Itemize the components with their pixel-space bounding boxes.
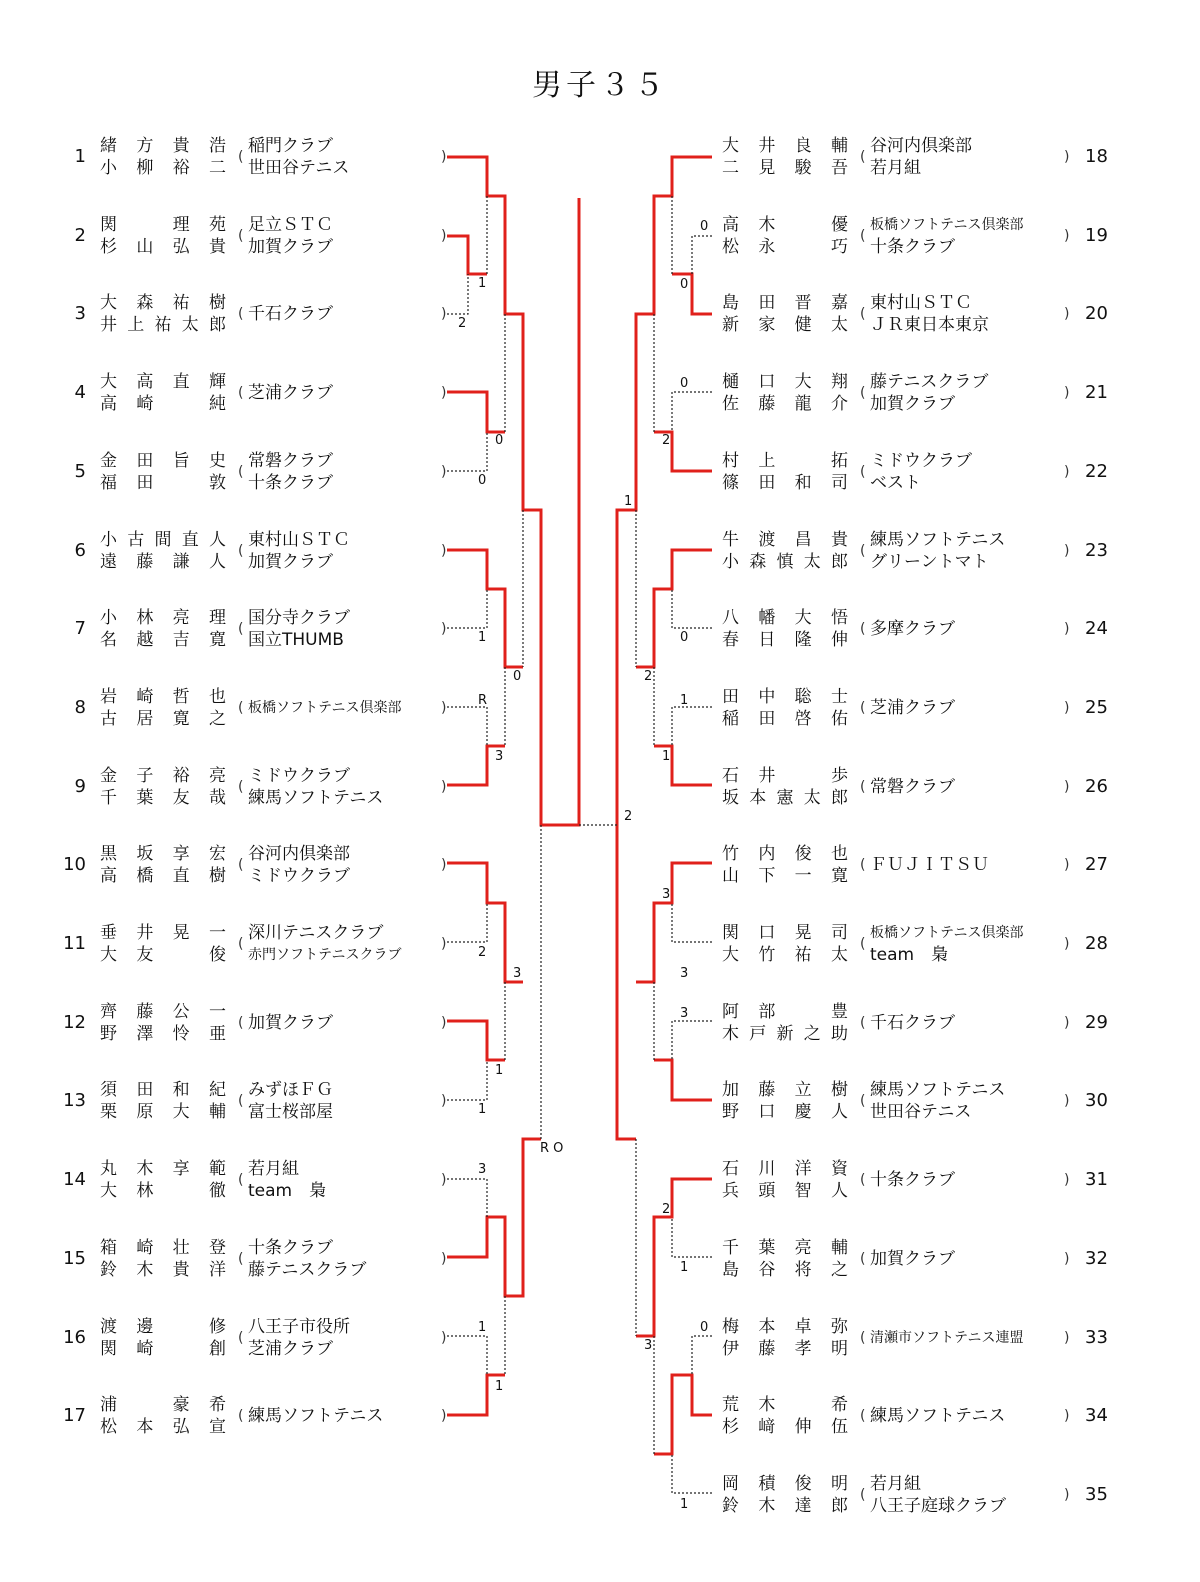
player-name: 大友 俊: [100, 945, 226, 965]
player-name: 樋口大翔: [722, 372, 848, 393]
club-name: 谷河内倶楽部: [248, 844, 350, 865]
player-name: 荒木 希: [722, 1395, 848, 1416]
paren-open: (: [238, 306, 244, 323]
club-name: 世田谷テニス: [248, 158, 350, 178]
score-label: 1: [495, 1379, 504, 1394]
score-label: 3: [680, 1006, 689, 1021]
page-title: 男子３５: [532, 68, 668, 103]
score-label: 2: [624, 809, 633, 824]
player-name: 小森慎太郎: [722, 551, 848, 572]
club-name: 板橋ソフトテニス倶楽部: [248, 699, 402, 716]
score-label: 0: [495, 433, 504, 448]
club-name: 赤門ソフトテニスクラブ: [248, 947, 402, 963]
player-name: 井上祐太郎: [100, 315, 226, 336]
paren-close: ): [1064, 1250, 1070, 1267]
paren-close: ): [1064, 463, 1070, 480]
score-label: 3: [680, 966, 689, 981]
paren-close: ): [441, 1250, 447, 1267]
score-label: 3: [513, 966, 522, 981]
club-name: 加賀クラブ: [248, 1012, 333, 1033]
player-name: 山下一寛: [722, 866, 848, 887]
paren-close: ): [441, 1329, 447, 1346]
club-name: 東村山ＳＴＣ: [870, 293, 972, 314]
player-name: 岩崎哲也: [100, 686, 226, 707]
seed-number: 16: [63, 1326, 86, 1348]
paren-open: (: [238, 1093, 244, 1110]
score-label: 0: [680, 277, 689, 292]
paren-open: (: [238, 1250, 244, 1267]
seed-number: 26: [1085, 775, 1108, 797]
seed-number: 19: [1085, 224, 1108, 246]
score-label: 2: [644, 669, 653, 684]
club-name: 深川テニスクラブ: [248, 923, 384, 943]
right-entry: [0, 1465, 1200, 1525]
club-name: 加賀クラブ: [870, 1248, 955, 1269]
paren-close: ): [441, 1172, 447, 1189]
seed-number: 31: [1085, 1169, 1108, 1191]
paren-close: ): [1064, 1408, 1070, 1425]
player-name: 田中聡士: [722, 686, 848, 707]
club-name: みずほＦＧ: [248, 1080, 333, 1101]
club-name: ＦＵＪＩＴＳＵ: [870, 855, 989, 876]
player-name: 福田 敦: [100, 472, 226, 493]
seed-number: 29: [1085, 1011, 1108, 1033]
score-label: R O: [540, 1141, 564, 1156]
club-name: ミドウクラブ: [248, 765, 350, 786]
score-label: 0: [680, 376, 689, 391]
player-name: 高橋直樹: [100, 866, 226, 887]
player-name: 石川洋資: [722, 1159, 848, 1180]
player-name: 小柳裕二: [100, 158, 226, 178]
paren-close: ): [1064, 542, 1070, 559]
score-label: 3: [495, 749, 504, 764]
score-label: 1: [624, 494, 633, 509]
player-name: 野口慶人: [722, 1102, 848, 1123]
player-name: 齊藤公一: [100, 1001, 226, 1022]
player-name: 大森祐樹: [100, 293, 226, 314]
player-name: 梅本卓弥: [722, 1316, 848, 1337]
seed-number: 18: [1085, 146, 1108, 167]
score-label: 1: [478, 1320, 487, 1335]
seed-number: 35: [1085, 1483, 1108, 1505]
paren-open: (: [860, 1014, 866, 1031]
player-name: 箱崎壮登: [100, 1237, 226, 1258]
club-name: 国分寺クラブ: [248, 608, 350, 629]
player-name: 佐藤龍介: [722, 394, 848, 415]
club-name: team 梟: [870, 945, 949, 965]
paren-open: (: [860, 463, 866, 480]
paren-open: (: [860, 621, 866, 638]
club-name: 足立ＳＴＣ: [248, 214, 333, 235]
score-label: 0: [680, 630, 689, 645]
player-name: 兵頭智人: [722, 1181, 848, 1202]
club-name: 八王子市役所: [248, 1316, 350, 1337]
right-entry: [0, 914, 1200, 974]
club-name: 富士桜部屋: [248, 1102, 333, 1123]
player-name: 二見駿吾: [722, 158, 848, 178]
club-name: team 梟: [248, 1181, 327, 1202]
score-label: 2: [458, 316, 467, 331]
player-name: 大竹祐太: [722, 945, 848, 965]
paren-open: (: [238, 149, 244, 165]
player-name: 小古間直人: [100, 529, 226, 550]
seed-number: 14: [63, 1169, 86, 1191]
player-name: 黒坂享宏: [100, 844, 226, 865]
player-name: 関 理苑: [100, 214, 226, 235]
score-label: 1: [478, 630, 487, 645]
club-name: 練馬ソフトテニス: [248, 787, 384, 808]
player-name: 高木 優: [722, 214, 848, 235]
player-name: 小林亮理: [100, 608, 226, 629]
player-name: 金子裕亮: [100, 765, 226, 786]
score-label: 0: [513, 669, 522, 684]
paren-close: ): [1064, 1172, 1070, 1189]
paren-open: (: [860, 1408, 866, 1425]
score-label: 2: [662, 1202, 671, 1217]
club-name: 練馬ソフトテニス: [870, 529, 1006, 550]
club-name: 千石クラブ: [870, 1012, 955, 1033]
seed-number: 3: [74, 303, 86, 325]
paren-close: ): [441, 857, 447, 874]
paren-close: ): [441, 1093, 447, 1110]
player-name: 大井良輔: [722, 136, 848, 156]
player-name: 須田和紀: [100, 1080, 226, 1101]
player-name: 関崎 創: [100, 1338, 226, 1359]
club-name: 常磐クラブ: [870, 776, 955, 797]
player-name: 千葉友哉: [100, 787, 226, 808]
paren-open: (: [860, 542, 866, 559]
paren-open: (: [860, 1250, 866, 1267]
paren-close: ): [441, 1014, 447, 1031]
paren-close: ): [441, 778, 447, 795]
club-name: 芝浦クラブ: [870, 697, 955, 718]
player-name: 野澤怜亜: [100, 1023, 226, 1044]
player-name: 鈴木貴洋: [100, 1259, 226, 1280]
paren-open: (: [860, 1329, 866, 1346]
seed-number: 7: [74, 618, 86, 640]
paren-open: (: [238, 1408, 244, 1425]
club-name: 板橋ソフトテニス倶楽部: [870, 216, 1024, 233]
paren-open: (: [238, 1014, 244, 1031]
player-name: 栗原大輔: [100, 1102, 226, 1123]
paren-open: (: [238, 227, 244, 244]
paren-open: (: [860, 936, 866, 952]
score-label: 1: [680, 693, 689, 708]
club-name: 清瀬市ソフトテニス連盟: [870, 1329, 1024, 1346]
player-name: 浦 豪希: [100, 1395, 226, 1416]
club-name: 藤テニスクラブ: [870, 372, 989, 393]
right-entry: [0, 127, 1200, 187]
club-name: ミドウクラブ: [248, 866, 350, 887]
paren-open: (: [860, 778, 866, 795]
paren-open: (: [238, 463, 244, 480]
player-name: 村上 拓: [722, 450, 848, 471]
paren-close: ): [1064, 857, 1070, 874]
right-entry: [0, 521, 1200, 581]
paren-open: (: [238, 857, 244, 874]
right-entry: [0, 206, 1200, 266]
paren-open: (: [238, 1329, 244, 1346]
right-entry: [0, 835, 1200, 895]
player-name: 島谷将之: [722, 1259, 848, 1280]
club-name: 芝浦クラブ: [248, 1338, 333, 1359]
paren-open: (: [860, 857, 866, 874]
seed-number: 9: [74, 775, 86, 797]
club-name: 若月組: [248, 1159, 299, 1180]
player-name: 緒方貴浩: [100, 136, 226, 156]
paren-close: ): [1064, 227, 1070, 244]
right-entry: [0, 1150, 1200, 1210]
paren-close: ): [1064, 1486, 1070, 1503]
player-name: 伊藤孝明: [722, 1338, 848, 1359]
club-name: 東村山ＳＴＣ: [248, 529, 350, 550]
player-name: 関口晃司: [722, 923, 848, 943]
paren-open: (: [238, 699, 244, 716]
club-name: グリーントマト: [870, 551, 989, 572]
paren-open: (: [238, 385, 244, 402]
right-entry: [0, 363, 1200, 423]
player-name: 島田晋嘉: [722, 293, 848, 314]
paren-close: ): [441, 936, 447, 952]
seed-number: 21: [1085, 382, 1108, 404]
paren-open: (: [238, 1172, 244, 1189]
club-name: 十条クラブ: [248, 472, 333, 493]
player-name: 石井 歩: [722, 765, 848, 786]
paren-close: ): [1064, 306, 1070, 323]
right-entry: [0, 993, 1200, 1053]
player-name: 新家健太: [722, 315, 848, 336]
right-entry: [0, 1071, 1200, 1131]
club-name: ミドウクラブ: [870, 450, 972, 471]
club-name: 世田谷テニス: [870, 1102, 972, 1123]
paren-open: (: [860, 385, 866, 402]
club-name: 稲門クラブ: [248, 136, 333, 156]
club-name: 練馬ソフトテニス: [248, 1406, 384, 1427]
club-name: 若月組: [870, 1473, 921, 1494]
player-name: 大林 徹: [100, 1181, 226, 1202]
player-name: 八幡大悟: [722, 608, 848, 629]
right-entry: [0, 599, 1200, 659]
seed-number: 23: [1085, 539, 1108, 561]
player-name: 杉﨑伸伍: [722, 1417, 848, 1438]
player-name: 岡積俊明: [722, 1473, 848, 1494]
club-name: 練馬ソフトテニス: [870, 1406, 1006, 1427]
seed-number: 17: [63, 1405, 86, 1427]
score-label: 1: [662, 749, 671, 764]
player-name: 古居寛之: [100, 708, 226, 729]
club-name: 芝浦クラブ: [248, 383, 333, 404]
club-name: 国立THUMB: [248, 630, 344, 651]
seed-number: 13: [63, 1090, 86, 1112]
score-label: 3: [662, 887, 671, 902]
score-label: 3: [644, 1338, 653, 1353]
score-label: R: [478, 693, 488, 708]
paren-open: (: [238, 542, 244, 559]
score-label: 0: [700, 219, 709, 234]
seed-number: 15: [63, 1247, 86, 1269]
player-name: 杉山弘貴: [100, 236, 226, 257]
score-label: 2: [662, 433, 671, 448]
seed-number: 1: [74, 146, 86, 167]
right-entry: [0, 1308, 1200, 1368]
seed-number: 24: [1085, 618, 1108, 640]
club-name: 多摩クラブ: [870, 619, 955, 640]
score-label: 1: [495, 1063, 504, 1078]
player-name: 高崎 純: [100, 394, 226, 415]
seed-number: 5: [74, 460, 86, 482]
seed-number: 6: [74, 539, 86, 561]
player-name: 篠田和司: [722, 472, 848, 493]
paren-close: ): [1064, 699, 1070, 716]
score-label: 1: [478, 276, 487, 291]
club-name: 藤テニスクラブ: [248, 1259, 367, 1280]
club-name: 加賀クラブ: [248, 236, 333, 257]
player-name: 名越吉寛: [100, 630, 226, 651]
club-name: ベスト: [870, 472, 921, 493]
right-entry: [0, 757, 1200, 817]
paren-close: ): [441, 227, 447, 244]
player-name: 垂井晃一: [100, 923, 226, 943]
paren-close: ): [441, 149, 447, 165]
player-name: 阿部 豊: [722, 1001, 848, 1022]
paren-close: ): [1064, 1014, 1070, 1031]
seed-number: 10: [63, 854, 86, 876]
paren-open: (: [860, 227, 866, 244]
player-name: 坂本憲太郎: [722, 787, 848, 808]
paren-close: ): [1064, 149, 1070, 165]
seed-number: 34: [1085, 1405, 1108, 1427]
club-name: 練馬ソフトテニス: [870, 1080, 1006, 1101]
club-name: 十条クラブ: [870, 236, 955, 257]
seed-number: 8: [74, 696, 86, 718]
paren-open: (: [860, 1172, 866, 1189]
player-name: 丸木享範: [100, 1159, 226, 1180]
score-label: 1: [478, 1102, 487, 1117]
club-name: 十条クラブ: [248, 1237, 333, 1258]
player-name: 鈴木達郎: [722, 1495, 848, 1516]
right-entry: [0, 1229, 1200, 1289]
paren-close: ): [1064, 621, 1070, 638]
seed-number: 4: [74, 382, 86, 404]
paren-open: (: [860, 149, 866, 165]
paren-open: (: [860, 1486, 866, 1503]
right-entry: [0, 678, 1200, 738]
player-name: 金田旨史: [100, 450, 226, 471]
club-name: 八王子庭球クラブ: [870, 1495, 1006, 1516]
paren-close: ): [1064, 1329, 1070, 1346]
club-name: 若月組: [870, 158, 921, 178]
seed-number: 32: [1085, 1247, 1108, 1269]
paren-close: ): [441, 699, 447, 716]
seed-number: 12: [63, 1011, 86, 1033]
seed-number: 30: [1085, 1090, 1108, 1112]
paren-open: (: [860, 699, 866, 716]
seed-number: 11: [63, 933, 86, 954]
paren-close: ): [441, 621, 447, 638]
score-label: 2: [478, 945, 487, 960]
score-label: 1: [680, 1260, 689, 1275]
paren-close: ): [441, 542, 447, 559]
paren-open: (: [238, 621, 244, 638]
player-name: 遠藤謙人: [100, 551, 226, 572]
player-name: 竹内俊也: [722, 844, 848, 865]
paren-close: ): [1064, 1093, 1070, 1110]
paren-close: ): [1064, 778, 1070, 795]
player-name: 大高直輝: [100, 372, 226, 393]
paren-close: ): [441, 306, 447, 323]
player-name: 加藤立樹: [722, 1080, 848, 1101]
seed-number: 22: [1085, 460, 1108, 482]
player-name: 松永 巧: [722, 236, 848, 257]
score-label: 0: [700, 1320, 709, 1335]
paren-close: ): [441, 385, 447, 402]
seed-number: 20: [1085, 303, 1108, 325]
club-name: 千石クラブ: [248, 304, 333, 325]
seed-number: 2: [74, 224, 86, 246]
paren-close: ): [1064, 936, 1070, 952]
club-name: 谷河内倶楽部: [870, 136, 972, 156]
paren-close: ): [441, 1408, 447, 1425]
right-entry: [0, 1386, 1200, 1446]
club-name: 十条クラブ: [870, 1170, 955, 1191]
player-name: 稲田啓佑: [722, 708, 848, 729]
paren-open: (: [238, 778, 244, 795]
club-name: 板橋ソフトテニス倶楽部: [870, 925, 1024, 941]
player-name: 千葉亮輔: [722, 1237, 848, 1258]
paren-close: ): [1064, 385, 1070, 402]
paren-open: (: [238, 936, 244, 952]
seed-number: 27: [1085, 854, 1108, 876]
player-name: 木戸新之助: [722, 1023, 848, 1044]
seed-number: 28: [1085, 933, 1108, 954]
right-entry: [0, 442, 1200, 502]
player-name: 渡邊 修: [100, 1316, 226, 1337]
club-name: 常磐クラブ: [248, 450, 333, 471]
score-label: 3: [478, 1162, 487, 1177]
paren-open: (: [860, 1093, 866, 1110]
paren-open: (: [860, 306, 866, 323]
seed-number: 33: [1085, 1326, 1108, 1348]
club-name: 加賀クラブ: [870, 394, 955, 415]
player-name: 松本弘宣: [100, 1417, 226, 1438]
player-name: 春日隆伸: [722, 630, 848, 651]
right-entry: [0, 284, 1200, 344]
score-label: 1: [680, 1497, 689, 1512]
player-name: 牛渡昌貴: [722, 529, 848, 550]
score-label: 0: [478, 473, 487, 488]
club-name: 加賀クラブ: [248, 551, 333, 572]
seed-number: 25: [1085, 696, 1108, 718]
paren-close: ): [441, 463, 447, 480]
club-name: ＪＲ東日本東京: [870, 315, 989, 336]
